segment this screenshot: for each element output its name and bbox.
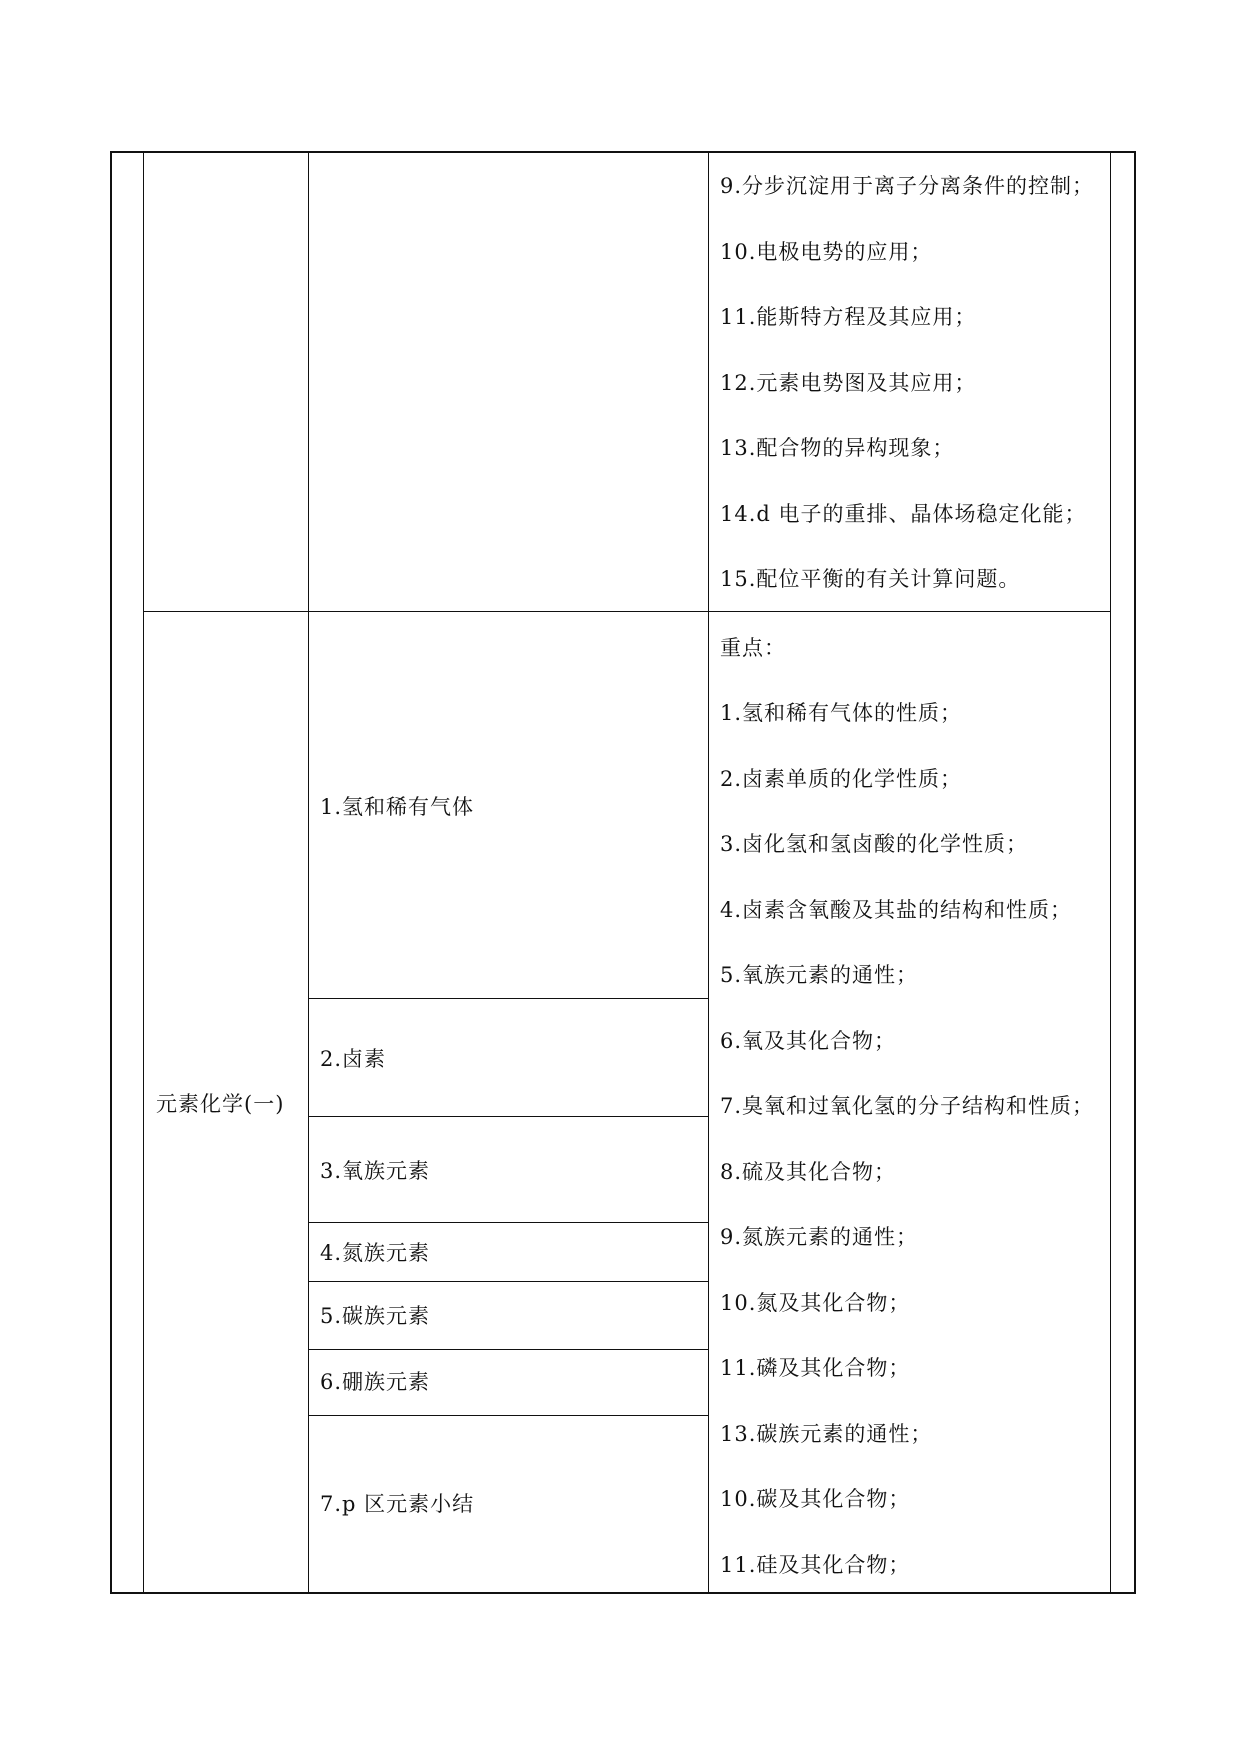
list-item: 10.电极电势的应用； [720, 240, 933, 264]
topic-item: 5.碳族元素 [320, 1304, 431, 1328]
list-item: 14.d 电子的重排、晶体场稳定化能； [720, 502, 1087, 526]
list-item: 12.元素电势图及其应用； [720, 371, 977, 395]
key-point: 6.氧及其化合物； [720, 1029, 897, 1053]
topic-item: 1.氢和稀有气体 [320, 795, 475, 819]
key-point: 8.硫及其化合物； [720, 1160, 897, 1184]
topic-divider-5 [308, 1349, 709, 1350]
key-point: 10.氮及其化合物； [720, 1291, 911, 1315]
list-item: 9.分步沉淀用于离子分离条件的控制； [720, 174, 1095, 198]
syllabus-table [110, 151, 1136, 1594]
column-divider-4 [1110, 151, 1111, 1594]
topic-divider-6 [308, 1415, 709, 1416]
key-points-label: 重点： [720, 636, 786, 660]
topic-item: 2.卤素 [320, 1047, 387, 1071]
topic-item: 7.p 区元素小结 [320, 1492, 475, 1516]
key-point: 13.碳族元素的通性； [720, 1422, 933, 1446]
section-divider [143, 611, 1111, 612]
list-item: 11.能斯特方程及其应用； [720, 305, 977, 329]
key-point: 1.氢和稀有气体的性质； [720, 701, 963, 725]
column-divider-2 [308, 151, 309, 1594]
topic-item: 3.氧族元素 [320, 1159, 431, 1183]
chapter-title: 元素化学(一) [156, 1092, 285, 1116]
key-point: 7.臭氧和过氧化氢的分子结构和性质； [720, 1094, 1095, 1118]
key-point: 4.卤素含氧酸及其盐的结构和性质； [720, 898, 1073, 922]
topic-divider-1 [308, 998, 709, 999]
key-point: 11.硅及其化合物； [720, 1553, 911, 1577]
key-point: 2.卤素单质的化学性质； [720, 767, 963, 791]
topic-divider-2 [308, 1116, 709, 1117]
topic-divider-4 [308, 1281, 709, 1282]
topic-divider-3 [308, 1222, 709, 1223]
column-divider-3 [708, 151, 709, 1594]
key-point: 9.氮族元素的通性； [720, 1225, 919, 1249]
topic-item: 6.硼族元素 [320, 1370, 431, 1394]
key-point: 11.磷及其化合物； [720, 1356, 911, 1380]
key-point: 3.卤化氢和氢卤酸的化学性质； [720, 832, 1029, 856]
list-item: 13.配合物的异构现象； [720, 436, 955, 460]
list-item: 15.配位平衡的有关计算问题。 [720, 567, 1021, 591]
key-point: 10.碳及其化合物； [720, 1487, 911, 1511]
key-point: 5.氧族元素的通性； [720, 963, 919, 987]
topic-item: 4.氮族元素 [320, 1241, 431, 1265]
column-divider-1 [143, 151, 144, 1594]
